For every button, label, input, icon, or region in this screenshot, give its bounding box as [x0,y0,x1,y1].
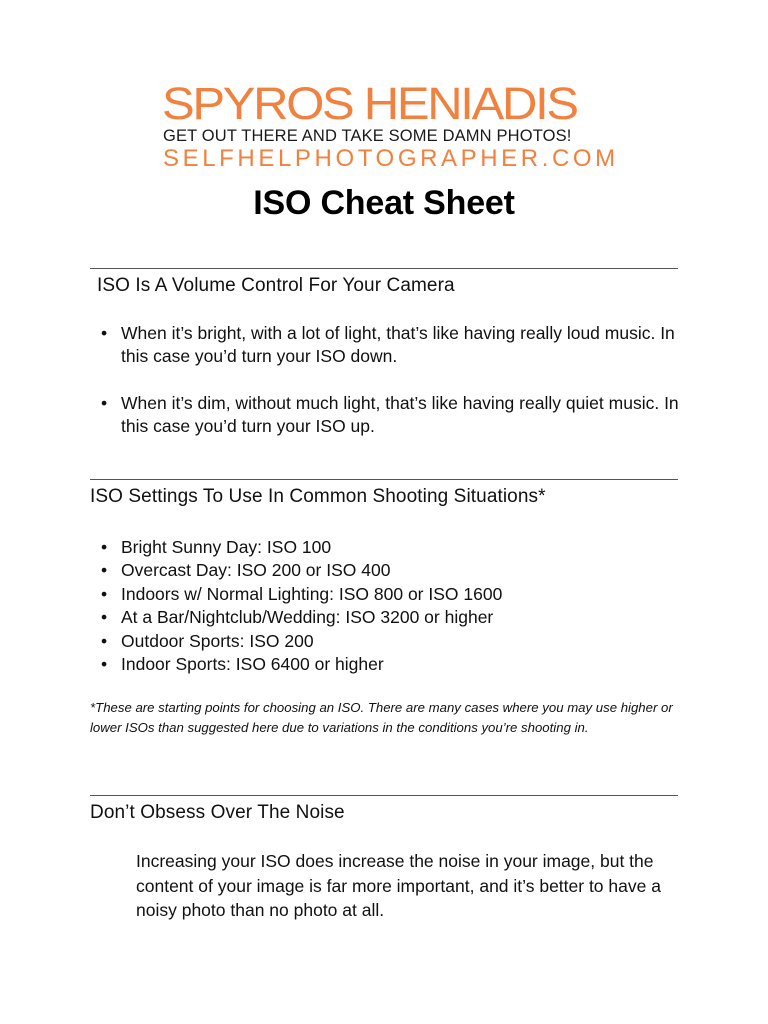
bullet-icon: • [101,560,108,581]
list-item [101,536,691,559]
list-item-text: When it’s dim, without much light, that’s like having really quiet music. In this case you’d turn your ISO up. [121,393,679,436]
section-heading-iso-settings: ISO Settings To Use In Common Shooting Situations* [90,486,546,507]
logo-tagline: GET OUT THERE AND TAKE SOME DAMN PHOTOS! [163,127,572,145]
list-item-text: At a Bar/Nightclub/Wedding: ISO 3200 or higher [121,607,494,628]
bullet-icon: • [101,323,108,343]
bullet-icon: • [101,393,108,413]
section-divider [90,268,678,269]
bullet-icon: • [101,654,108,675]
bullet-list-iso-settings [101,536,691,676]
section-heading-noise: Don’t Obsess Over The Noise [90,802,345,823]
list-item [101,559,691,582]
list-item [101,322,691,368]
bullet-icon: • [101,583,108,604]
list-item-text: Outdoor Sports: ISO 200 [121,630,314,651]
bullet-list-volume-control [101,322,691,462]
list-item-text: Indoor Sports: ISO 6400 or higher [121,654,384,675]
list-item [101,630,691,653]
section-body-noise: Increasing your ISO does increase the noise in your image, but the content of your image is far more important, and it’s better to have a noisy photo than no photo at all. [136,851,661,920]
list-item [101,606,691,629]
list-item-text: When it’s bright, with a lot of light, that’s like having really loud music. In this case you’d turn your ISO down. [121,323,675,366]
bullet-icon: • [101,607,108,628]
page-title: ISO Cheat Sheet [253,184,515,222]
section-divider [90,479,678,480]
list-item [101,653,691,676]
list-item [101,583,691,606]
list-item-text: Indoors w/ Normal Lighting: ISO 800 or ISO 1600 [121,583,503,604]
footnote: *These are starting points for choosing an ISO. There are many cases where you may use higher or lower ISOs than suggested here due to variations in the conditions you’re shooting in. [90,700,673,735]
section-heading-volume-control: ISO Is A Volume Control For Your Camera [97,275,455,296]
list-item [101,392,691,438]
list-item-text: Overcast Day: ISO 200 or ISO 400 [121,560,391,581]
list-item-text: Bright Sunny Day: ISO 100 [121,537,332,557]
bullet-icon: • [101,537,108,557]
section-divider [90,795,678,796]
logo-website: SELFHELPHOTOGRAPHER.COM [163,145,619,172]
bullet-icon: • [101,630,108,651]
logo-name: SPYROS HENIADIS [162,79,577,130]
